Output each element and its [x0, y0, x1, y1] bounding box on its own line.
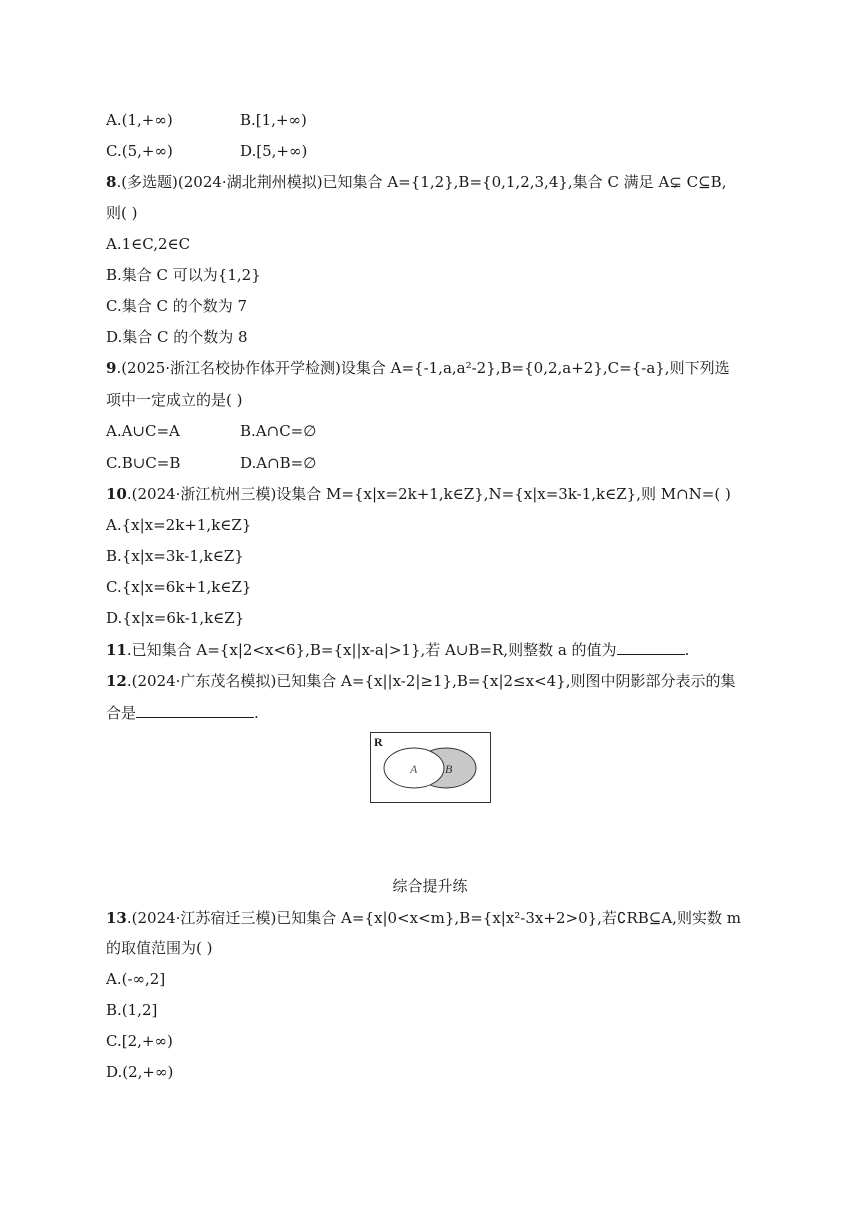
q13-number: 13: [106, 909, 127, 927]
q9-stem-line2: 项中一定成立的是( ): [106, 391, 243, 409]
q12-stem-text2: 合是: [106, 704, 137, 722]
q10-number: 10: [106, 485, 127, 503]
q8-option-a: A.1∈C,2∈C: [106, 235, 191, 253]
q7-option-a: A.(1,+∞): [106, 111, 173, 129]
q13-stem-line2: 的取值范围为( ): [106, 939, 213, 957]
q13-option-c: C.[2,+∞): [106, 1032, 173, 1050]
venn-diagram: [370, 732, 492, 804]
set-b-label: B: [445, 762, 453, 776]
set-a-label: A: [410, 762, 418, 776]
q8-number: 8: [106, 173, 117, 191]
q9-stem-line1: [106, 358, 730, 378]
q8-stem-line2: 则( ): [106, 204, 138, 222]
q8-stem-line1: [106, 172, 726, 192]
q10-option-c: C.{x|x=6k+1,k∈Z}: [106, 578, 252, 596]
q11-number: 11: [106, 641, 127, 659]
q9-option-a: A.A∪C=A: [106, 422, 180, 440]
q11-stem-text: .已知集合 A={x|2<x<6},B={x||x-a|>1},若 A∪B=R,则整数 a 的值为: [126, 641, 617, 659]
q11-answer-blank[interactable]: [617, 640, 685, 655]
q13-option-a: A.(-∞,2]: [106, 970, 166, 988]
q11-stem: [106, 640, 689, 660]
q12-answer-blank[interactable]: [136, 703, 254, 718]
q7-option-d: D.[5,+∞): [240, 142, 308, 160]
q13-option-b: B.(1,2]: [106, 1001, 158, 1019]
section-title: 综合提升练: [392, 877, 468, 895]
q12-stem-line1: [106, 671, 736, 691]
q13-stem-text: .(2024·江苏宿迁三模)已知集合 A={x|0<x<m},B={x|x²-3x+2>0},若∁RB⊆A,则实数 m: [126, 909, 741, 927]
q9-option-d: D.A∩B=∅: [240, 454, 317, 472]
q11-end: .: [684, 641, 690, 659]
q13-stem-line1: [106, 908, 741, 928]
q12-stem-text: .(2024·广东茂名模拟)已知集合 A={x||x-2|≥1},B={x|2≤x<4},则图中阴影部分表示的集: [126, 672, 736, 690]
q12-end: .: [254, 704, 259, 722]
q12-stem-line2: [106, 703, 259, 723]
q10-option-d: D.{x|x=6k-1,k∈Z}: [106, 609, 245, 627]
q7-option-b: B.[1,+∞): [240, 111, 307, 129]
q9-number: 9: [106, 359, 117, 377]
q8-stem-text: .(多选题)(2024·湖北荆州模拟)已知集合 A={1,2},B={0,1,2,3,4},集合 C 满足 A⊊ C⊆B,: [116, 173, 727, 191]
q10-option-b: B.{x|x=3k-1,k∈Z}: [106, 547, 244, 565]
q8-option-c: C.集合 C 的个数为 7: [106, 297, 248, 315]
q7-option-c: C.(5,+∞): [106, 142, 173, 160]
universe-label: R: [374, 735, 383, 749]
q8-option-b: B.集合 C 可以为{1,2}: [106, 266, 261, 284]
q10-option-a: A.{x|x=2k+1,k∈Z}: [106, 516, 252, 534]
q10-stem: [106, 484, 731, 504]
q9-stem-text: .(2025·浙江名校协作体开学检测)设集合 A={-1,a,a²-2},B={0,2,a+2},C={-a},则下列选: [116, 359, 730, 377]
q12-number: 12: [106, 672, 127, 690]
q10-stem-text: .(2024·浙江杭州三模)设集合 M={x|x=2k+1,k∈Z},N={x|x=3k-1,k∈Z},则 M∩N=( ): [126, 485, 731, 503]
q13-option-d: D.(2,+∞): [106, 1063, 174, 1081]
q8-option-d: D.集合 C 的个数为 8: [106, 328, 248, 346]
q9-option-c: C.B∪C=B: [106, 454, 181, 472]
q9-option-b: B.A∩C=∅: [240, 422, 317, 440]
